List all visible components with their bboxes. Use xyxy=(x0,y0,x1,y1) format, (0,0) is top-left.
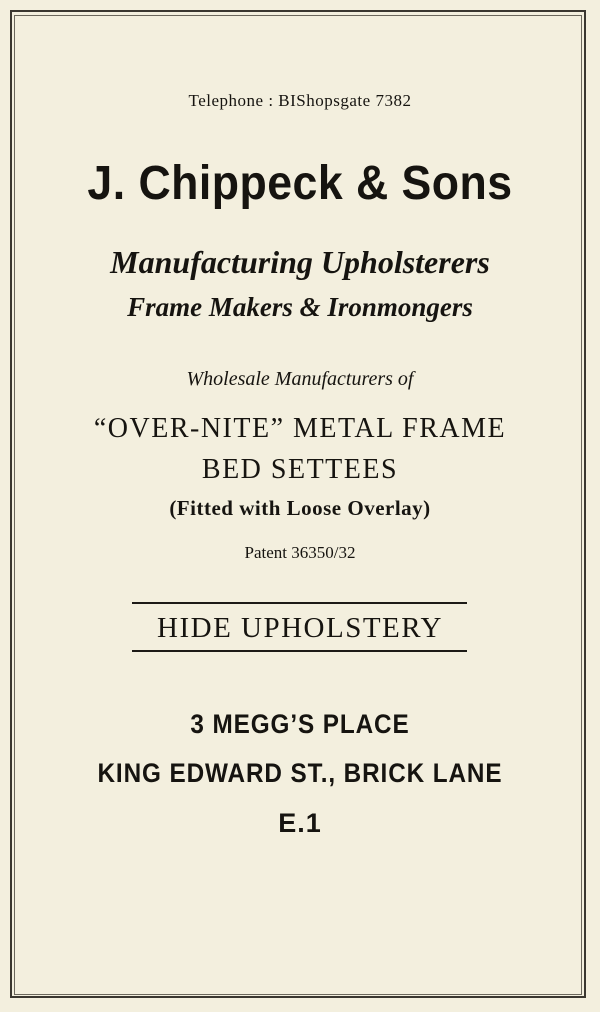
product-line-2: BED SETTEES xyxy=(201,454,399,485)
wholesale-line: Wholesale Manufacturers of xyxy=(186,368,414,390)
firm-name: J. Chippeck & Sons xyxy=(87,157,513,210)
telephone-line: Telephone : BIShopsgate 7382 xyxy=(188,91,412,110)
rule-top xyxy=(132,602,467,604)
rule-bottom xyxy=(132,650,467,652)
trade-line-1: Manufacturing Upholsterers xyxy=(110,244,490,280)
fitted-note: (Fitted with Loose Overlay) xyxy=(169,496,431,520)
patent-number: Patent 36350/32 xyxy=(244,543,356,562)
address-line-3: E.1 xyxy=(278,808,322,838)
address-line-2: KING EDWARD ST., BRICK LANE xyxy=(97,758,503,788)
hide-upholstery-heading: HIDE UPHOLSTERY xyxy=(157,612,443,644)
address-line-1: 3 MEGG’S PLACE xyxy=(190,709,410,739)
product-line-1: “OVER-NITE” METAL FRAME xyxy=(93,413,507,444)
trade-line-2: Frame Makers & Ironmongers xyxy=(127,292,473,322)
